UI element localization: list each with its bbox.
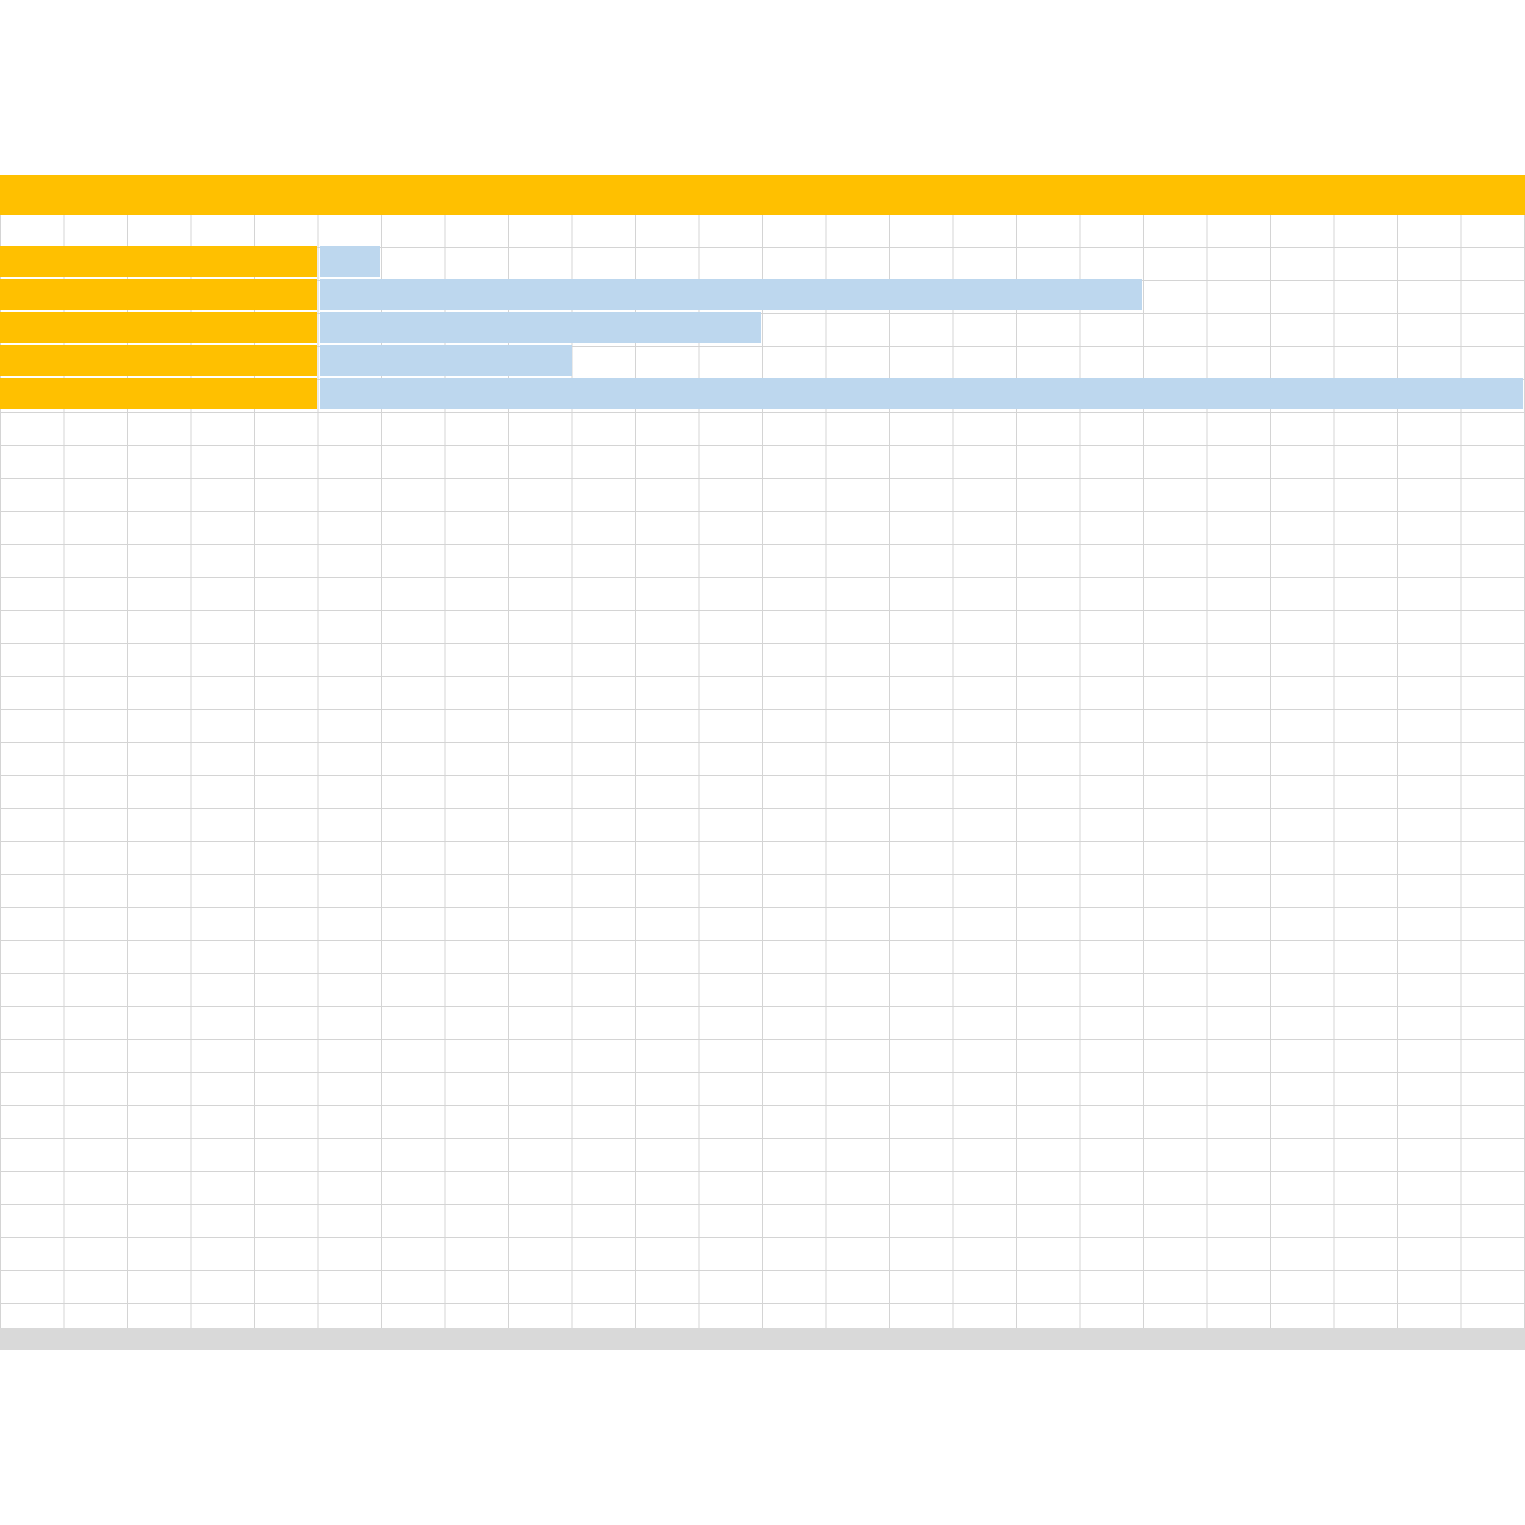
field-kopie-an[interactable]: [320, 378, 1523, 409]
label-projektleiter: [0, 312, 317, 343]
field-projektleiter[interactable]: [320, 312, 761, 343]
label-projekt-nr: [0, 246, 317, 277]
title-bar: [0, 175, 1525, 215]
label-datum: [0, 345, 317, 376]
field-projekt-nr[interactable]: [320, 246, 380, 277]
ampelstatus-bar: [0, 1328, 1525, 1350]
field-projekt[interactable]: [320, 279, 1142, 310]
label-projekt: [0, 279, 317, 310]
label-kopie-an: [0, 378, 317, 409]
field-datum[interactable]: [320, 345, 572, 376]
